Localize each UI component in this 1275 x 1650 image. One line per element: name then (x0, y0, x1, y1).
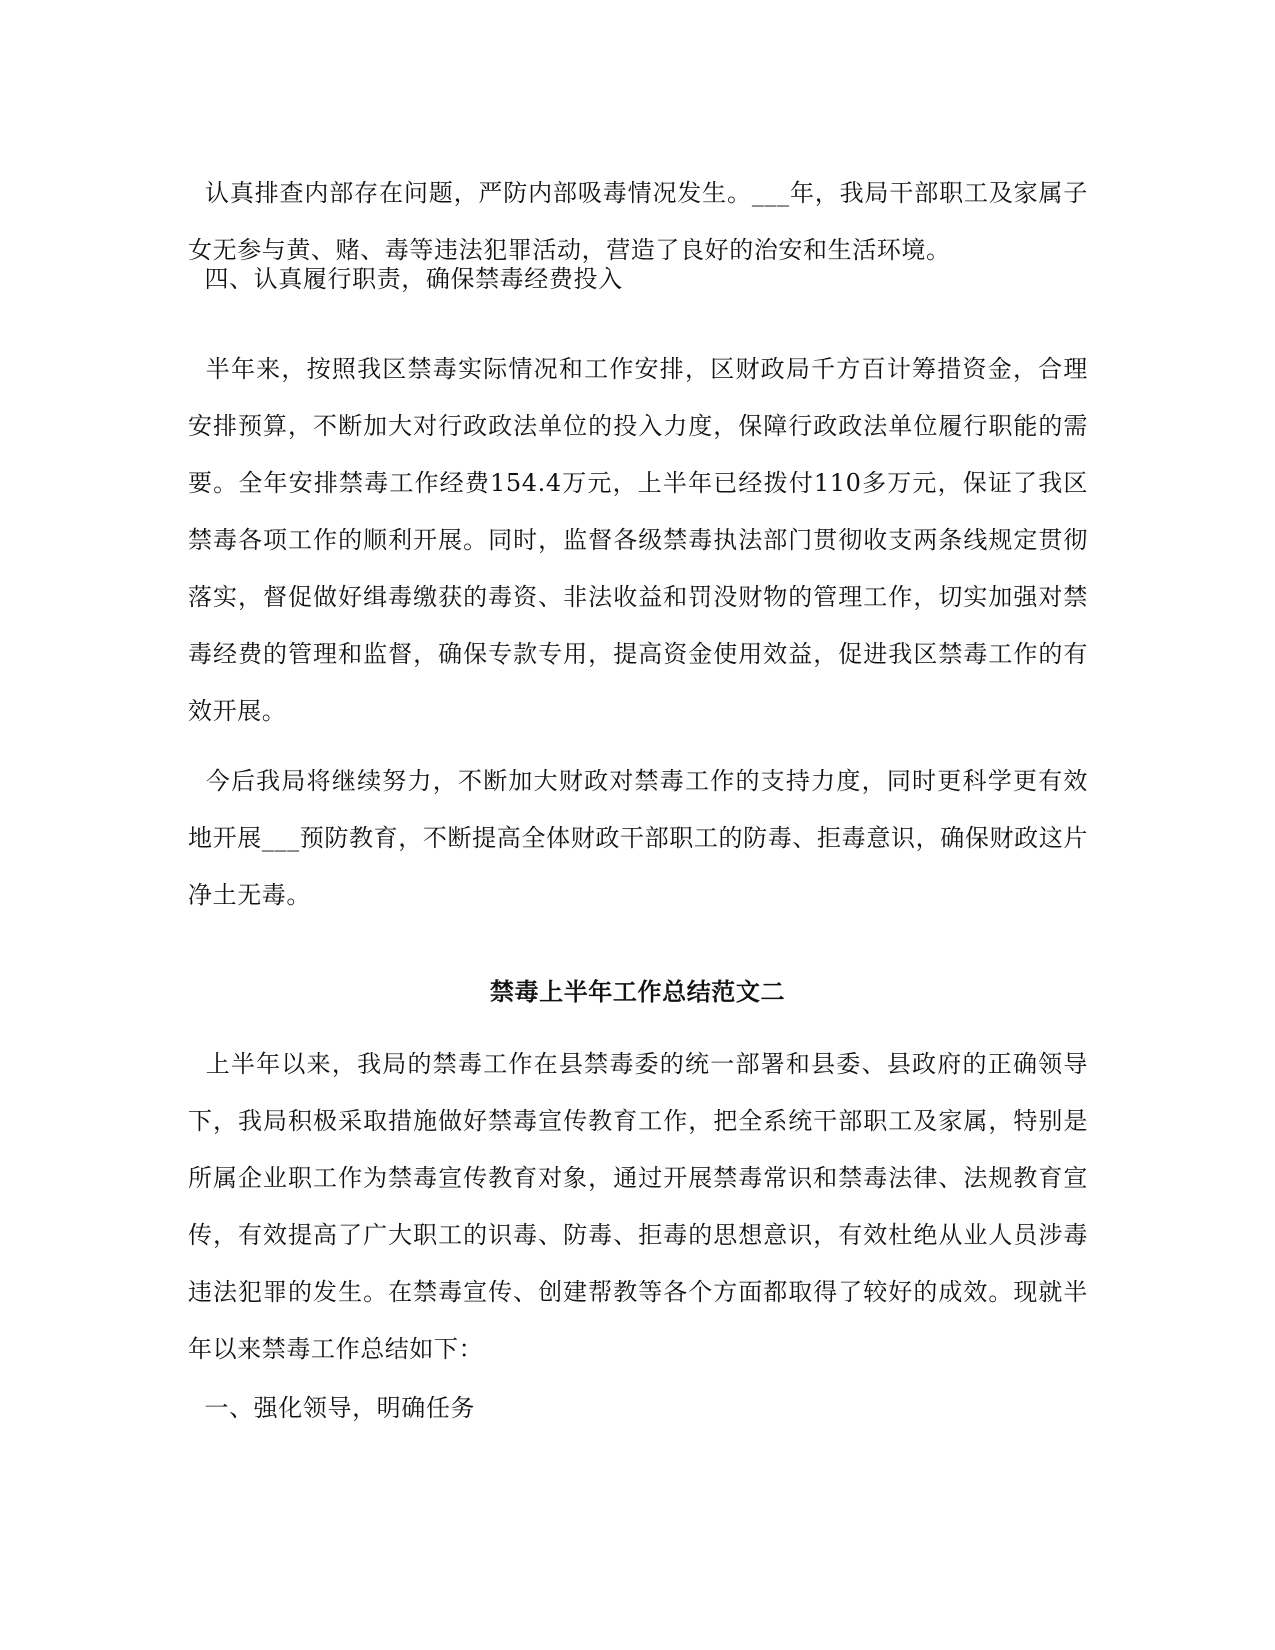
document-title-sample-two: 禁毒上半年工作总结范文二 (489, 978, 786, 1006)
paragraph-intro-sample-two: 上半年以来，我局的禁毒工作在县禁毒委的统一部署和县委、县政府的正确领导下，我局积极采取措施做好禁毒宣传教育工作，把全系统干部职工及家属，特别是所属企业职工作为禁毒宣传教育对象，通过开展禁毒常识和禁毒法律、法规教育宣传，有效提高了广大职工的识毒、防毒、拒毒的思想意识，有效杜绝从业人员涉毒违法犯罪的发生。在禁毒宣传、创建帮教等各个方面都取得了较好的成效。现就半年以来禁毒工作总结如下： (188, 1050, 1088, 1363)
paragraph-internal-inspection: 认真排查内部存在问题，严防内部吸毒情况发生。___年，我局干部职工及家属子女无参与黄、赌、毒等违法犯罪活动，营造了良好的治安和生活环境。 (188, 179, 1088, 264)
paragraph-future-work: 今后我局将继续努力，不断加大财政对禁毒工作的支持力度，同时更科学更有效地开展___预防教育，不断提高全体财政干部职工的防毒、拒毒意识，确保财政这片净土无毒。 (188, 767, 1088, 909)
paragraph-budget: 半年来，按照我区禁毒实际情况和工作安排，区财政局千方百计筹措资金，合理安排预算，不断加大对行政政法单位的投入力度，保障行政政法单位履行职能的需要。全年安排禁毒工作经费154.4万元，上半年已经拨付110多万元，保证了我区禁毒各项工作的顺利开展。同时，监督各级禁毒执法部门贯彻收支两条线规定贯彻落实，督促做好缉毒缴获的毒资、非法收益和罚没财物的管理工作，切实加强对禁毒经费的管理和监督，确保专款专用，提高资金使用效益，促进我区禁毒工作的有效开展。 (188, 355, 1088, 725)
section-heading-one: 一、强化领导，明确任务 (188, 1394, 476, 1422)
section-heading-four: 四、认真履行职责，确保禁毒经费投入 (188, 265, 623, 293)
